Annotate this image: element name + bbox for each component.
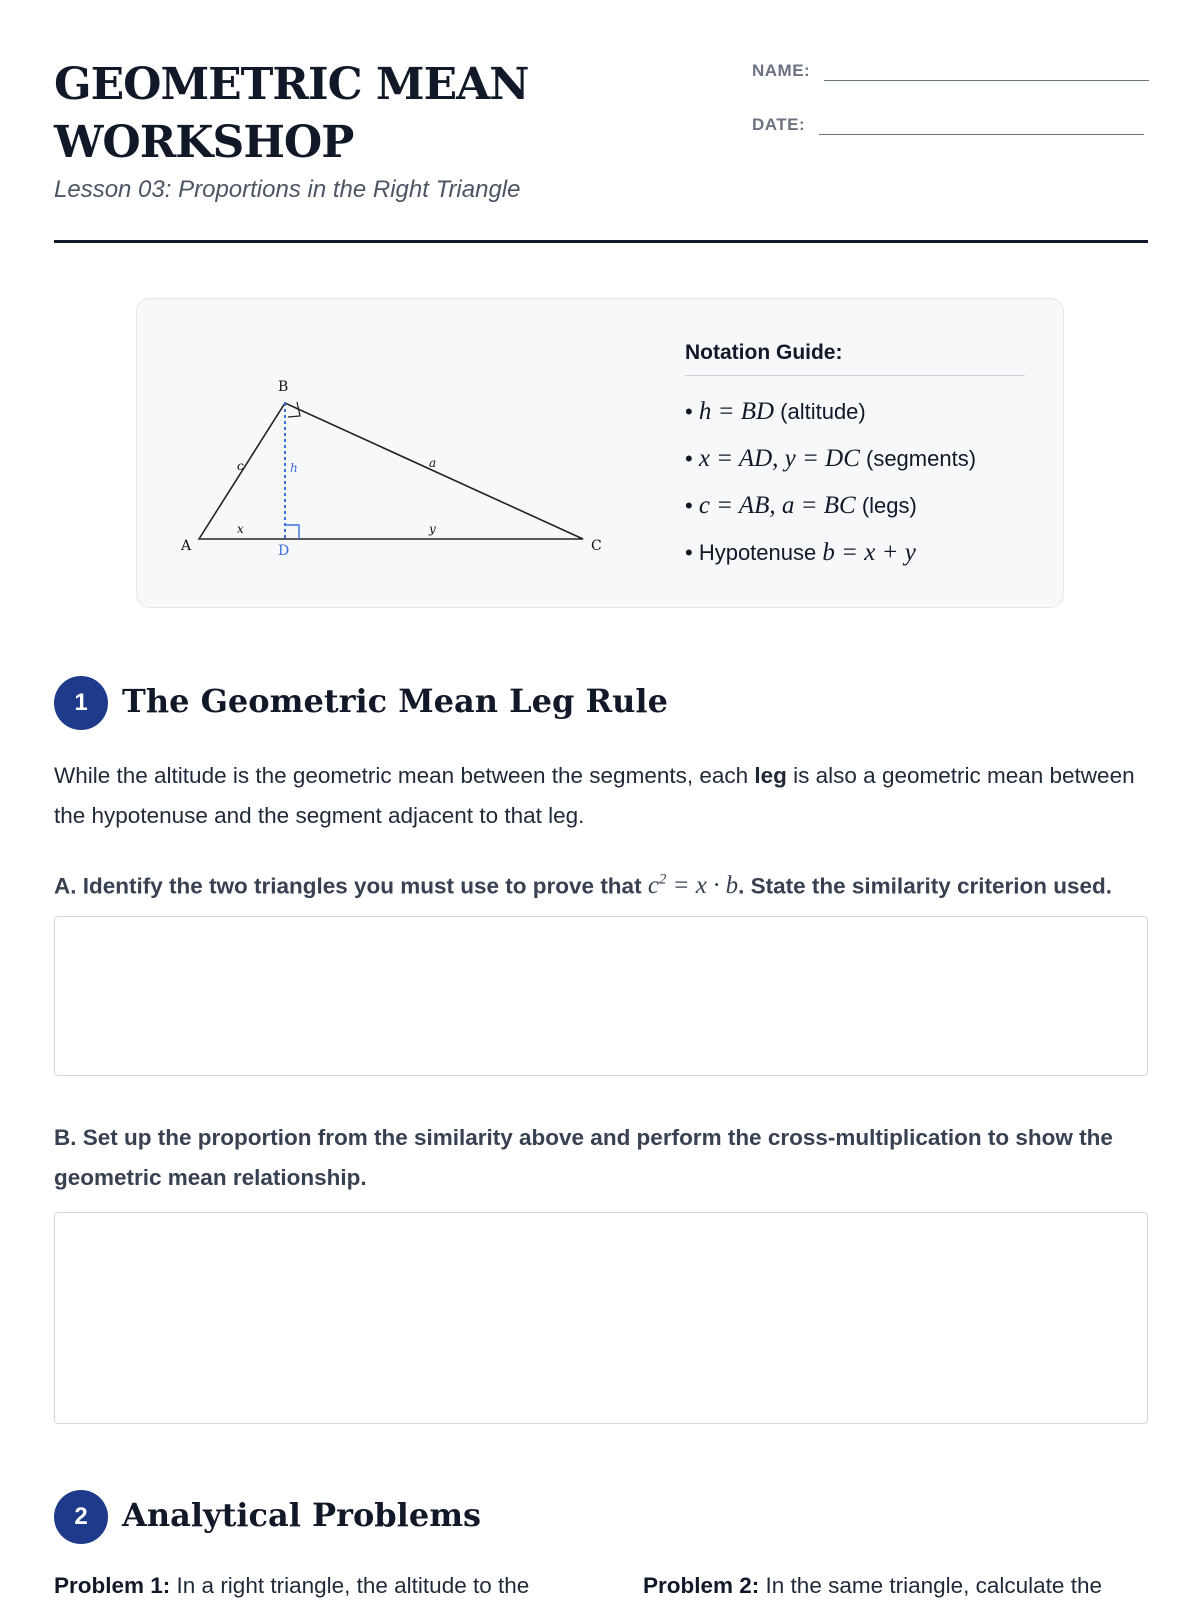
problems-grid [54,1570,1148,1602]
bullet: • [685,446,693,471]
problem-1-label: Problem 1: [54,1573,171,1598]
intro-text: While the altitude is the geometric mean between the segments, each [54,763,755,788]
notation-guide-title: Notation Guide: [685,341,1025,376]
question-a-text-end: . State the similarity criterion used. [738,873,1113,899]
problem-2-label: Problem 2: [643,1573,760,1598]
notation-item-hypotenuse [685,529,1025,576]
name-input-line[interactable] [824,58,1149,81]
date-label: DATE: [752,115,806,134]
section-1-title: The Geometric Mean Leg Rule [122,682,668,720]
leg-c-label: c [237,459,244,473]
notation-text: Hypotenuse [698,540,823,565]
vertex-a-label: A [181,538,192,554]
notation-text: (segments) [859,446,977,471]
vertex-b-label: B [278,379,289,395]
notation-item-legs [685,482,1025,529]
question-b: B. Set up the proportion from the similarity above and perform the cross-multiplication to show the geometric mean relationship. [54,1125,1113,1190]
triangle-outline [199,403,583,539]
diagram-panel [136,298,1064,608]
segment-x-label: x [237,522,244,536]
question-a [54,860,1148,906]
date-input-line[interactable] [819,112,1144,135]
problem-1 [54,1570,559,1602]
notation-text: (legs) [855,493,917,518]
notation-math: c = AB, a = BC [698,492,856,519]
notation-item-segments [685,435,1025,482]
bullet: • [685,493,693,518]
name-field [752,58,1149,81]
vertex-c-label: C [591,538,602,554]
name-label: NAME: [752,61,811,80]
lesson-subtitle: Lesson 03: Proportions in the Right Triangle [54,176,521,203]
date-field [752,112,1144,135]
right-angle-mark-d [285,525,299,539]
leg-a-label: a [429,456,437,470]
section-2-title: Analytical Problems [122,1496,482,1534]
section-1-intro [54,756,1148,836]
segment-y-label: y [429,522,436,536]
problem-2-text: In the same triangle, calculate the [759,1573,1102,1598]
altitude-h-label: h [290,461,298,475]
section-1-number-badge: 1 [54,676,108,730]
problem-1-text: In a right triangle, the altitude to the [170,1573,530,1598]
notation-guide [685,341,1025,576]
vertex-d-label: D [278,543,290,559]
intro-bold-leg: leg [754,763,787,788]
answer-box-a[interactable] [54,916,1148,1076]
right-triangle-diagram [137,299,697,609]
problem-2 [643,1570,1148,1602]
bullet: • [685,540,693,565]
section-2-number-badge: 2 [54,1490,108,1544]
notation-item-altitude [685,388,1025,435]
bullet: • [685,399,693,424]
notation-math: b = x + y [822,539,916,566]
notation-math: h = BD [698,398,775,425]
question-a-math [648,872,738,899]
header-divider [54,240,1148,243]
intro-text-end: is also a geometric mean between the hypotenuse and the segment adjacent to that leg. [54,763,1135,828]
notation-math: x = AD, y = DC [698,445,860,472]
math-exponent: 2 [658,872,667,888]
math-rest: = x · b [666,872,739,900]
question-a-text: A. Identify the two triangles you must use to prove that [54,873,648,899]
worksheet-title: GEOMETRIC MEAN WORKSHOP [54,59,529,168]
answer-box-b[interactable] [54,1212,1148,1424]
math-c: c [647,872,659,900]
notation-text: (altitude) [774,399,866,424]
right-angle-mark-b [288,402,300,417]
